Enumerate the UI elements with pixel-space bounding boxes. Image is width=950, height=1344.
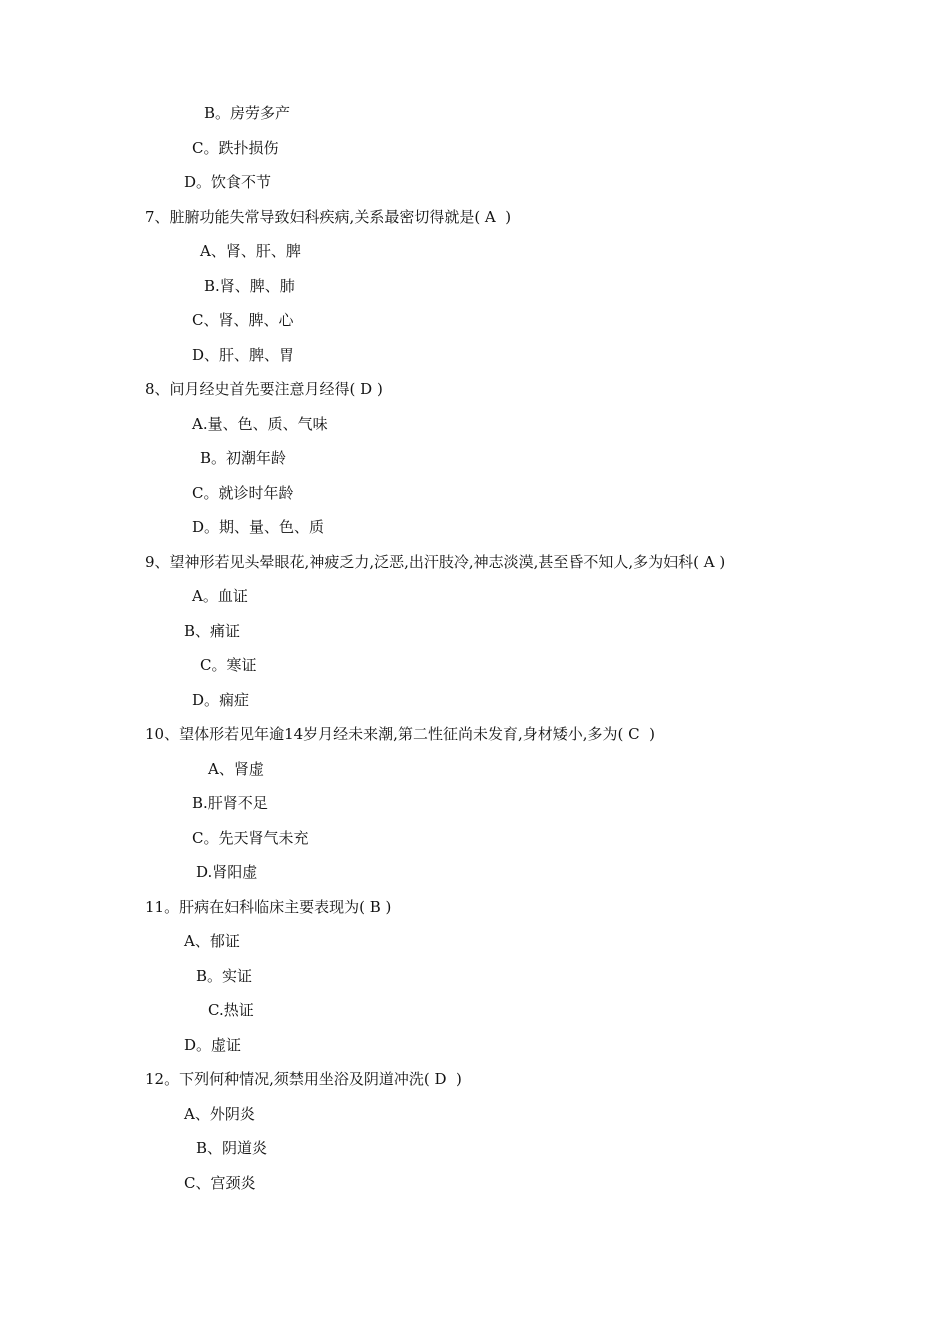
option-7c: C、肾、脾、心 — [192, 311, 294, 329]
option-10a: A、肾虚 — [208, 760, 264, 778]
option-10b: B.肝肾不足 — [192, 794, 268, 812]
option-10c: C。先天肾气未充 — [192, 829, 309, 847]
question-8: 8、问月经史首先要注意月经得( D ) — [145, 380, 383, 398]
option-10d: D.肾阳虚 — [196, 863, 258, 881]
option-7a: A、肾、肝、脾 — [200, 242, 301, 260]
option-12a: A、外阴炎 — [184, 1105, 255, 1123]
option-9b: B、痛证 — [184, 622, 241, 640]
option-11a: A、郁证 — [184, 932, 240, 950]
question-11: 11。肝病在妇科临床主要表现为( B ) — [145, 898, 392, 916]
option-11d: D。虚证 — [184, 1036, 242, 1054]
option-9c: C。寒证 — [200, 656, 257, 674]
option-7b: B.肾、脾、肺 — [204, 277, 295, 295]
option-6b: B。房劳多产 — [204, 104, 291, 122]
question-7: 7、脏腑功能失常导致妇科疾病,关系最密切得就是( A ) — [145, 208, 512, 226]
question-9: 9、望神形若见头晕眼花,神疲乏力,泛恶,出汗肢冷,神志淡漠,甚至昏不知人,多为妇科( A ) — [145, 553, 726, 571]
question-12: 12。下列何种情况,须禁用坐浴及阴道冲洗( D ) — [145, 1070, 462, 1088]
option-6c: C。跌扑损伤 — [192, 139, 279, 157]
option-12b: B、阴道炎 — [196, 1139, 268, 1157]
option-8c: C。就诊时年龄 — [192, 484, 294, 502]
option-11b: B。实证 — [196, 967, 253, 985]
option-8b: B。初潮年龄 — [200, 449, 287, 467]
option-6d: D。饮食不节 — [184, 173, 272, 191]
option-8a: A.量、色、质、气味 — [192, 415, 328, 433]
question-10: 10、望体形若见年逾14岁月经未来潮,第二性征尚未发育,身材矮小,多为( C ) — [145, 725, 655, 743]
option-9d: D。痫症 — [192, 691, 250, 709]
option-9a: A。血证 — [192, 587, 248, 605]
option-8d: D。期、量、色、质 — [192, 518, 325, 536]
option-7d: D、肝、脾、胃 — [192, 346, 295, 364]
option-11c: C.热证 — [208, 1001, 254, 1019]
option-12c: C、宫颈炎 — [184, 1174, 256, 1192]
